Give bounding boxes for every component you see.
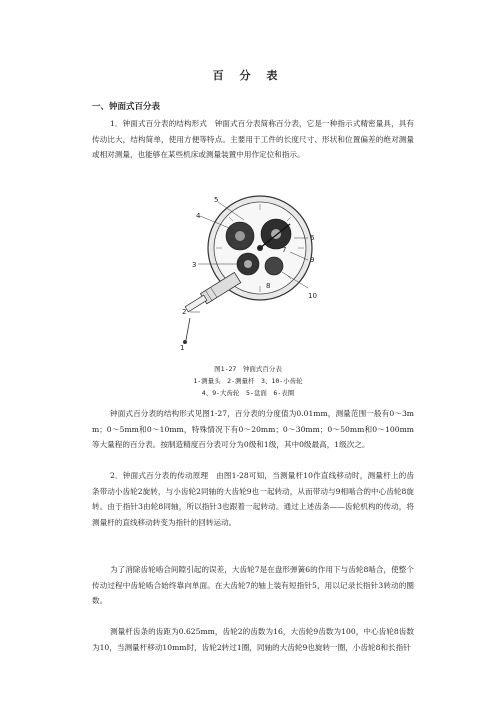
- section-heading: 一、钟面式百分表: [92, 102, 161, 112]
- figure-label: 4: [196, 212, 201, 220]
- paragraph-2: 钟面式百分表的结构形式见图1-27，百分表的分度值为0.01mm，测量范围一般有0～3mm；0～5mm和0～10mm，特殊情况下有0～20mm；0～30mm；0～50mm和0～100mm等大量程的百分表。按制造精度百分表可分为0级和1级，其中0级最高，1级次之。: [92, 409, 414, 449]
- figure-label: 2: [182, 308, 187, 316]
- figure-label: 5: [214, 196, 219, 204]
- figure-caption-line: 4、9-大齿轮 5-盘面 6-表圈: [201, 389, 295, 397]
- figure-label: 7: [282, 246, 287, 254]
- dial-indicator-figure: [178, 190, 326, 358]
- figure-label: 1: [180, 344, 185, 352]
- figure-caption-line: 1-测量头 2-测量杆 3、10-小齿轮: [193, 377, 303, 385]
- paragraph-5: 测量杆齿条的齿距为0.625mm，齿轮2的齿数为16，大齿轮9齿数为100，中心齿轮8齿数为10，当测量杆移动10mm时，齿轮2转过1圈，同轴的大齿轮9也旋转一圈，小齿轮8和长指针: [92, 627, 414, 652]
- document-title: 百 分 表: [212, 69, 284, 82]
- figure-caption-title: 图1-27 钟面式百分表: [214, 365, 282, 373]
- figure-label: 3: [192, 261, 197, 269]
- paragraph-4: 为了消除齿轮啮合间隙引起的误差，大齿轮7是在盘形弹簧6的作用下与齿轮8啮合，使整个传动过程中齿轮啮合始终靠向单面。在大齿轮7的轴上装有短指针5，用以记录长指针3转动的圈数。: [92, 565, 414, 605]
- figure-label: 10: [308, 292, 317, 300]
- paragraph-3: 2．钟面式百分表的传动原理 由图1-28可知，当测量杆10作直线移动时，测量杆上的齿条带动小齿轮2旋转，与小齿轮2同轴的大齿轮9也一起转动，从而带动与9相啮合的中心齿轮8旋转。由于指针3由轮8同轴，所以指针3也跟着一起转动。通过上述齿条——齿轮机构的传动，将测量杆的直线移动转变为指针的回转运动。: [92, 471, 414, 527]
- figure-label: 6: [310, 234, 315, 242]
- figure-label: 9: [310, 256, 315, 264]
- dial-indicator-drawing: [178, 190, 326, 358]
- figure-label: 8: [266, 282, 271, 290]
- paragraph-1: 1．钟面式百分表的结构形式 钟面式百分表简称百分表，它是一种指示式精密量具，具有传动比大，结构简单，使用方便等特点。主要用于工件的长度尺寸、形状和位置偏差的绝对测量或相对测量，也能够在某些机床或测量装置中用作定位和指示。: [92, 119, 414, 159]
